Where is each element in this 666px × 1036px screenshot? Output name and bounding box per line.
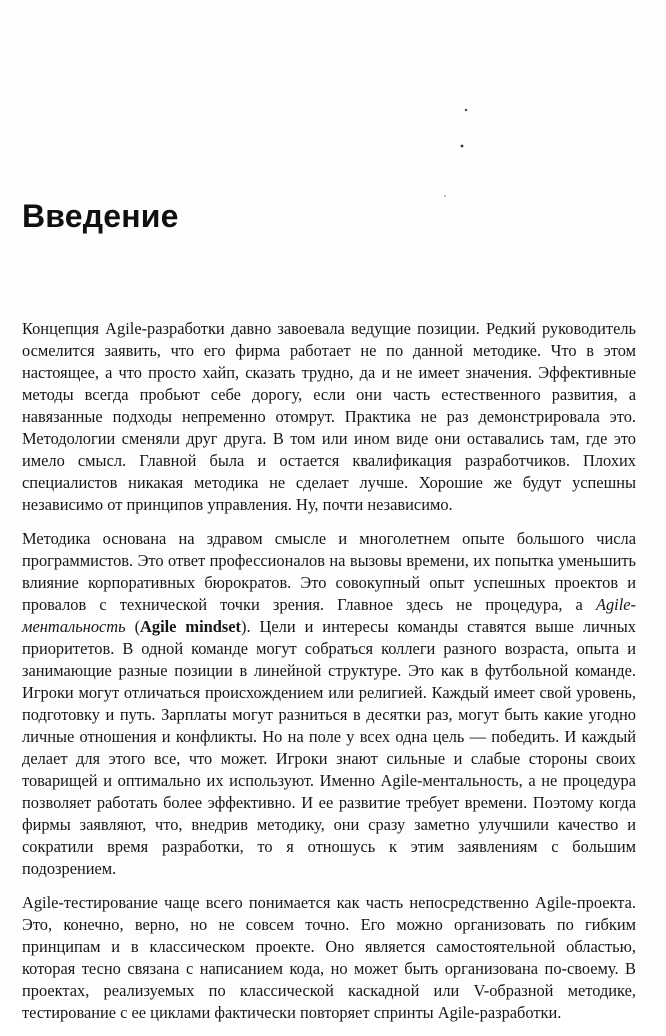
paragraph-2 — [22, 528, 636, 880]
body-text — [22, 318, 636, 1036]
paragraph-2-part-1: Методика основана на здравом смысле и многолетнем опыте большого числа программистов. Это ответ профессионалов на вызовы времени, их попытка уменьшить влияние корпоративных бюрократов. Это совокупный опыт успешных проектов и провалов с технической точки зрения. Главное здесь не процедура, а — [22, 529, 636, 614]
chapter-title: Введение — [22, 198, 179, 234]
scan-speck — [461, 145, 464, 148]
paragraph-1: Концепция Agile-разработки давно завоевала ведущие позиции. Редкий руководитель осмелится заявить, что его фирма работает не по данной методике. Что в этом настоящее, а что просто хайп, сказать трудно, да и не имеет значения. Эффективные методы всегда пробьют себе дорогу, если они часть естественного развития, а навязанные подходы непременно отомрут. Практика не раз демонстрировала это. Методологии сменяли друг друга. В том или ином виде они оставались там, где это имело смысл. Главной была и остается квалификация разработчиков. Плохих специалистов никакая методика не сделает лучше. Хорошие же будут успешны независимо от принципов управления. Ну, почти независимо. — [22, 319, 636, 514]
scan-speck — [444, 195, 446, 197]
paragraph-2-part-2: ( — [125, 617, 141, 636]
term-agile-mindset: Agile mindset — [140, 617, 241, 636]
term-agile-mentality: Agile-ментальность — [22, 595, 636, 636]
paragraph-2-part-3: ). Цели и интересы команды ставятся выше личных приоритетов. В одной команде могут собраться коллеги разного возраста, опыта и занимающие разные позиции в линейной структуре. Это как в футбольной команде. Игроки могут отличаться происхождением или религией. Каждый имеет свой уровень, подготовку и путь. Зарплаты могут разниться в десятки раз, могут быть какие угодно личные отношения и конфликты. Но на поле у всех одна цель — победить. И каждый делает для этого все, что может. Игроки знают сильные и слабые стороны своих товарищей и оптимально их используют. Именно Agile-ментальность, а не процедура позволяет работать более эффективно. И ее развитие требует времени. Поэтому когда фирмы заявляют, что, внедрив методику, они сразу заметно улучшили качество и сократили время разработки, то я отношусь к этим заявлениям с большим подозрением. — [22, 617, 636, 878]
scan-speck — [465, 109, 467, 111]
paragraph-3: Agile-тестирование чаще всего понимается как часть непосредственно Agile-проекта. Это, конечно, верно, но не совсем точно. Его можно организовать по гибким принципам и в классическом проекте. Оно является самостоятельной областью, которая тесно связана с написанием кода, но может быть организована по-своему. В проектах, реализуемых по классической каскадной или V-образной методике, тестирование с ее циклами фактически повторяет спринты Agile-разработки. — [22, 893, 636, 1022]
